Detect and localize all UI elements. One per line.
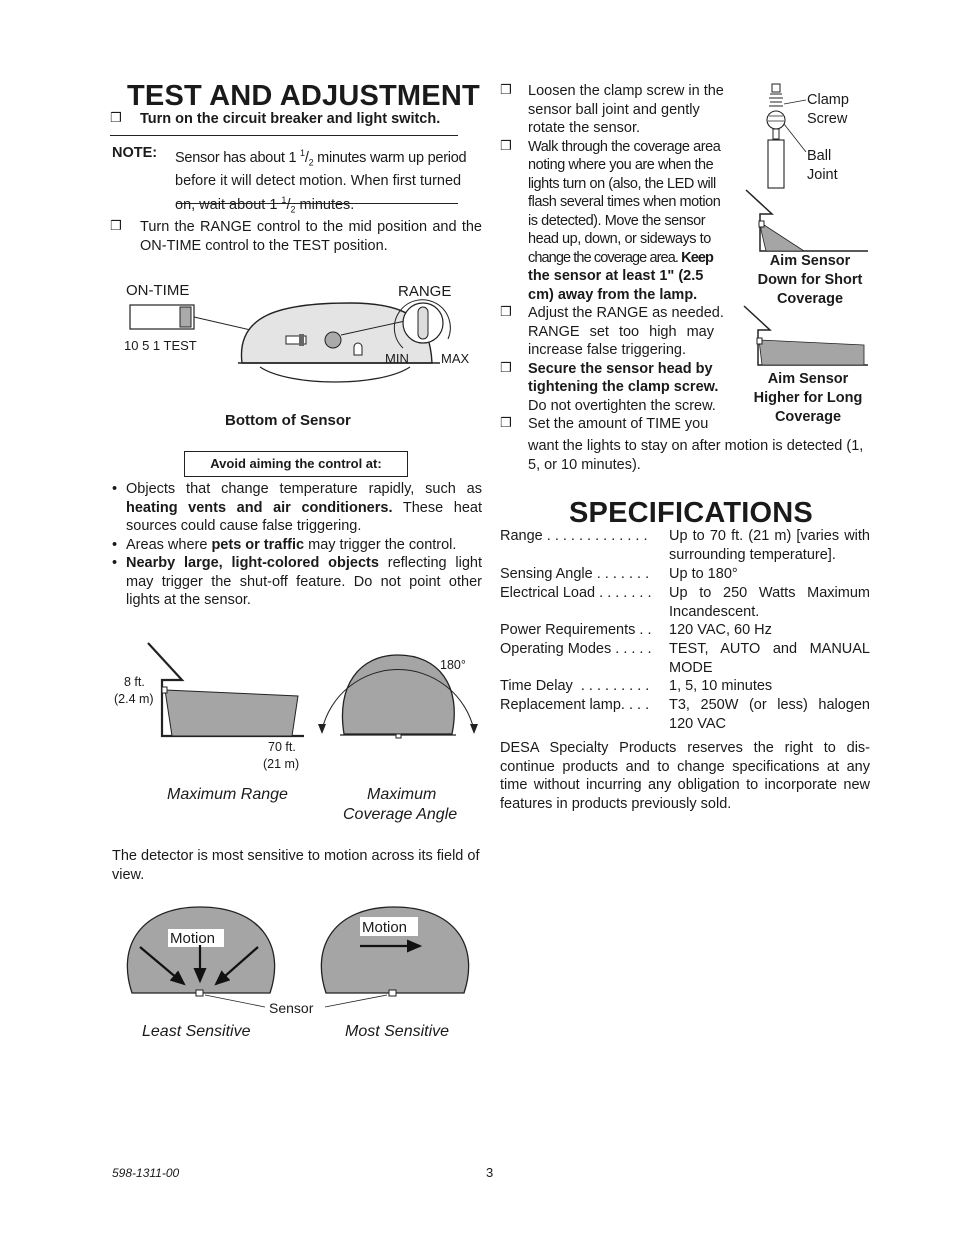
sensor-leader-line <box>205 995 265 1007</box>
sensitivity-diagram <box>110 895 482 1045</box>
spec-value: T3, 250W (or less) halogen 120 VAC <box>669 697 870 732</box>
bullet-icon: • <box>112 481 118 497</box>
bullet-icon: • <box>112 536 118 553</box>
checkbox-icon: ❒ <box>500 416 512 431</box>
sensor-icon <box>162 687 167 693</box>
sensitivity-text: The detector is most sensitive to motion across its field of view. <box>112 848 480 883</box>
frac-num: 1 <box>300 148 305 158</box>
leader-line <box>784 100 806 104</box>
section-title-specifications: SPECIFICATIONS <box>569 497 813 529</box>
range-dial-knob-icon <box>418 307 428 339</box>
spec-value: Up to 70 ft. (21 m) [varies with surrounding temperature]. <box>669 528 870 563</box>
spec-label: Operating Modes . . . . . <box>500 641 652 657</box>
step-line: RANGE set too high may <box>528 323 714 340</box>
aim-up-line3: Coverage <box>774 409 842 425</box>
spec-value: Up to 180° <box>669 566 738 582</box>
spec-value: 1, 5, 10 minutes <box>669 678 773 694</box>
step-line: sensor ball joint and gently <box>528 101 700 118</box>
diagram-caption: Bottom of Sensor <box>225 412 351 429</box>
step-line: is detected). Move the sensor <box>528 212 706 229</box>
step-range-control: Turn the RANGE control to the mid position and the ON-TIME control to the TEST position. <box>140 219 482 254</box>
step-line: Walk through the coverage area <box>528 138 721 155</box>
led-icon <box>354 343 362 355</box>
range-angle-diagram <box>110 640 482 830</box>
step-bold-line: tightening the clamp screw. <box>528 379 719 395</box>
step-line: rotate the sensor. <box>528 120 641 136</box>
lamp-icon <box>768 140 784 188</box>
step-line: Set the amount of TIME you <box>528 416 709 432</box>
step-line: change the coverage area. <box>528 249 682 266</box>
bullet-icon: • <box>112 555 118 571</box>
range-knob-icon <box>325 332 341 348</box>
spec-label: Sensing Angle . . . . . . . <box>500 566 650 582</box>
checkbox-icon: ❒ <box>500 83 512 98</box>
step-bold-line: cm) away from the lamp. <box>528 286 698 303</box>
aim-down-line2: Down for Short <box>757 272 863 288</box>
step-loosen <box>500 82 732 138</box>
arrow-head-icon <box>470 724 478 734</box>
caption-max-range: Maximum Range <box>167 786 288 803</box>
aim-down-line1: Aim Sensor <box>769 253 851 269</box>
step-line: Loosen the clamp screw in the <box>528 83 724 99</box>
note-line1-a: Sensor has about 1 <box>175 149 301 166</box>
step-line: flash several times when motion <box>528 194 721 210</box>
section-title-test-adjustment: TEST AND ADJUSTMENT <box>127 80 480 112</box>
spec-value: TEST, AUTO and MANUAL MODE <box>669 641 870 676</box>
time-scale: 10 5 1 TEST <box>124 338 197 353</box>
aim-up-line2: Higher for Long <box>753 390 863 406</box>
clamp-label: Clamp <box>807 92 849 108</box>
step-line: increase false triggering. <box>528 342 686 358</box>
checkbox-icon: ❒ <box>110 219 122 234</box>
spec-label: Power Requirements . . <box>500 622 652 638</box>
range-label: RANGE <box>398 283 452 300</box>
step-circuit-breaker: Turn on the circuit breaker and light switch. <box>140 111 441 127</box>
aim-up-line1: Aim Sensor <box>767 371 849 387</box>
clamp-screw-icon <box>767 84 785 139</box>
list-item <box>110 554 482 610</box>
motion-label-left: Motion <box>170 930 216 947</box>
leader-line <box>784 124 806 152</box>
distance-m: (21 m) <box>263 757 300 771</box>
sensor-icon <box>196 990 203 996</box>
step-bold-line: Secure the sensor head by <box>528 360 713 377</box>
aim-down-line3: Coverage <box>776 291 844 307</box>
screw-label: Screw <box>807 111 848 127</box>
checkbox-icon: ❒ <box>500 138 512 154</box>
step-bold: Keep <box>681 249 714 266</box>
sensor-bottom-diagram <box>110 275 482 435</box>
part-number: 598-1311-00 <box>112 1166 180 1180</box>
bullet-text-post: may trigger the control. <box>304 536 457 553</box>
height-m: (2.4 m) <box>114 692 154 706</box>
step-time <box>500 415 732 434</box>
caption-max-angle-2: Coverage Angle <box>343 806 458 823</box>
coverage-dome-icon <box>342 655 454 734</box>
frac-den-2: 2 <box>290 204 296 215</box>
disclaimer: DESA Specialty Products reserves the right to dis-continue products and to change specifications at any time without incurring any obligation to incorporate new features in products previously sold. <box>500 740 870 812</box>
checkbox-icon: ❒ <box>500 305 512 320</box>
sensor-lens-icon <box>260 367 410 382</box>
coverage-area-icon <box>165 690 298 736</box>
frac-num-2: 1 <box>281 194 287 205</box>
coverage-long-icon <box>759 340 864 365</box>
spec-label: Range . . . . . . . . . . . . . <box>500 528 648 544</box>
note-text: Sensor has about 1 $^1/_2$ minutes warm up period before it will detect motion. When first turned on, wait about 1 $^1/_2$ minutes. <box>175 144 483 219</box>
sensor-icon <box>396 734 401 738</box>
mini-switch-knob-icon <box>299 334 304 346</box>
coverage-short-icon <box>761 223 804 251</box>
spec-label: Electrical Load . . . . . . . <box>500 585 652 601</box>
angle-label: 180° <box>440 658 466 672</box>
bullet-bold: Nearby large, light-colored objects <box>126 555 379 571</box>
caption-most: Most Sensitive <box>345 1023 450 1040</box>
caption-least: Least Sensitive <box>142 1023 251 1040</box>
step-walk <box>500 138 732 305</box>
note-divider-top <box>110 135 458 136</box>
sensor-leader-line <box>325 995 387 1007</box>
caption-max-angle-1: Maximum <box>367 786 437 803</box>
step-line: head up, down, or sideways to <box>528 231 711 247</box>
page-number: 3 <box>486 1165 494 1180</box>
avoid-box: Avoid aiming the control at: <box>184 451 408 477</box>
step-secure <box>500 360 732 416</box>
step-bold-line: the sensor at least 1" (2.5 <box>528 268 704 284</box>
sensor-icon <box>389 990 396 996</box>
note-line3-a: on, wait about 1 <box>175 196 282 213</box>
step-line: Do not overtighten the screw. <box>528 397 716 414</box>
range-min: MIN <box>385 351 409 366</box>
bullet-bold: heating vents and air conditioners. <box>126 499 393 516</box>
note-label: NOTE: <box>112 145 158 161</box>
note-line3-b: minutes. <box>295 196 355 213</box>
sensor-icon <box>757 338 762 344</box>
aim-sensor-figures <box>740 80 874 425</box>
height-ft: 8 ft. <box>124 675 145 689</box>
list-item <box>110 536 482 555</box>
sensor-icon <box>759 221 764 227</box>
bullet-text: Objects that change temperature rapidly, such as <box>126 481 482 497</box>
spec-value: 120 VAC, 60 Hz <box>669 622 772 638</box>
on-time-label: ON-TIME <box>126 282 190 299</box>
motion-label-right: Motion <box>362 919 408 936</box>
distance-ft: 70 ft. <box>268 740 296 754</box>
joint-label: Joint <box>807 167 838 183</box>
right-steps <box>500 82 732 434</box>
sensor-label: Sensor <box>269 1000 314 1016</box>
step-line: Adjust the RANGE as needed. <box>528 305 724 321</box>
note-line2: before it will detect motion. When first turned <box>175 173 462 190</box>
step-adjust-range <box>500 304 732 360</box>
bullet-text-post: These heat sources could cause false triggering. <box>126 499 482 534</box>
note-line1-b: minutes warm up period <box>317 149 467 166</box>
bullet-text: Areas where <box>126 536 212 553</box>
bullet-bold: pets or traffic <box>211 536 305 553</box>
spec-label: Time Delay . . . . . . . . . <box>500 678 650 694</box>
step-time-rest: want the lights to stay on after motion is detected (1, 5, or 10 minutes). <box>528 438 864 473</box>
note-divider-bottom <box>176 203 458 204</box>
range-max: MAX <box>441 351 470 366</box>
arrow-head-icon <box>318 724 326 734</box>
avoid-list <box>110 480 482 610</box>
ball-label: Ball <box>807 148 832 164</box>
step-line: noting where you are when the <box>528 157 714 173</box>
switch-knob-icon <box>180 307 191 327</box>
spec-label: Replacement lamp. . . . <box>500 697 650 713</box>
list-item <box>110 480 482 536</box>
step-line: lights turn on (also, the LED will <box>528 175 716 192</box>
checkbox-icon: ❒ <box>110 111 122 126</box>
bullet-text-post: reflecting light may trigger the shut-off feature. Do not point other lights at the sensor. <box>126 555 482 608</box>
spec-value: Up to 250 Watts Maximum Incandescent. <box>669 585 870 620</box>
frac-den: 2 <box>308 157 314 168</box>
checkbox-icon: ❒ <box>500 360 512 376</box>
